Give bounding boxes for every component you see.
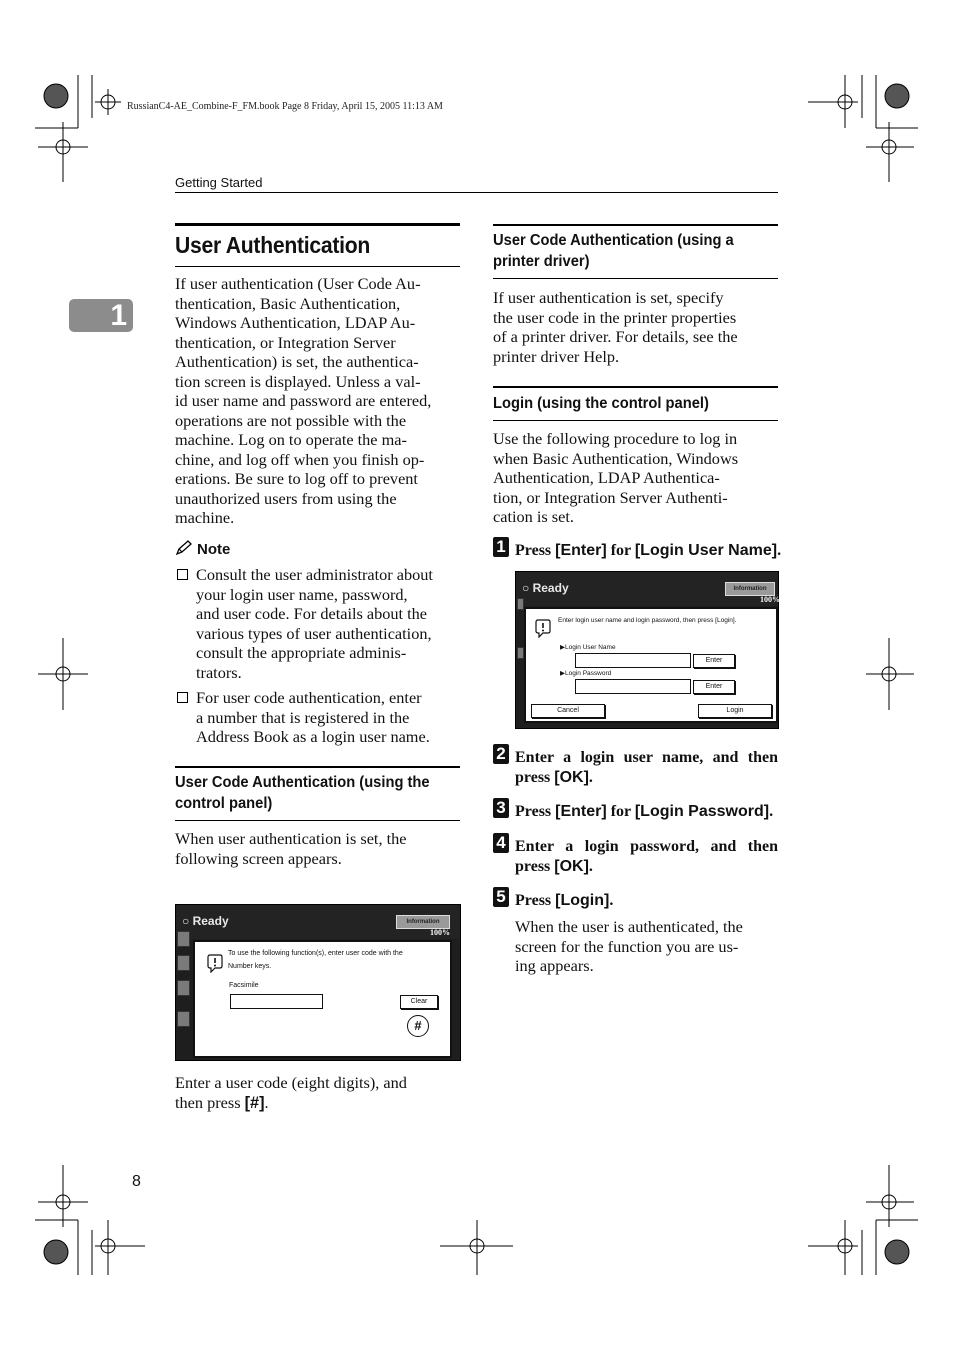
key-label: [OK] — [554, 858, 589, 875]
screen-message-line2: Number keys. — [228, 963, 272, 970]
text-line: consult the appropriate adminis- — [196, 643, 407, 662]
clear-button[interactable]: Clear — [400, 995, 438, 1009]
note-list — [175, 565, 460, 747]
text-fragment: for — [606, 542, 635, 559]
step-number: 2 — [493, 744, 509, 764]
screen-status-bar — [516, 572, 778, 606]
header-rule — [175, 192, 778, 193]
text-line: When the user is authenticated, the — [515, 917, 743, 936]
subheading1-rule-bottom — [493, 278, 778, 279]
text-line: of a printer driver. For details, see the — [493, 327, 738, 346]
user-code-field[interactable] — [230, 994, 323, 1009]
login-button[interactable]: Login — [698, 704, 772, 718]
text-line: id user name and password are entered, — [175, 391, 432, 410]
text-line: machine. Log on to operate the ma- — [175, 430, 407, 449]
text-fragment: Press — [515, 803, 556, 820]
ready-label: Ready — [532, 581, 569, 595]
text-line: machine. — [175, 508, 235, 527]
text-line: printer driver) — [493, 253, 590, 270]
text-line: operations are not possible with the — [175, 410, 407, 430]
section-header: Getting Started — [175, 175, 263, 190]
subheading-rule-top — [175, 766, 460, 768]
file-info: RussianC4-AE_Combine-F_FM.book Page 8 Friday, April 15, 2005 11:13 AM — [127, 101, 443, 112]
text-line: screen for the function you are us- — [515, 936, 739, 956]
step-4-text — [515, 837, 778, 877]
list-item — [175, 565, 460, 682]
screen-status-bar — [176, 905, 460, 939]
text-fragment: for — [606, 803, 635, 820]
text-line: trators. — [196, 662, 242, 682]
ready-label: Ready — [192, 914, 229, 928]
ready-status: ○ Ready — [182, 914, 229, 928]
subheading2-rule-top — [493, 386, 778, 388]
intro-paragraph — [175, 274, 460, 528]
login-user-name-label: ▶Login User Name — [560, 644, 616, 651]
printer-driver-paragraph — [493, 288, 778, 366]
text-line: Enter a login password, and then — [515, 838, 778, 855]
text-fragment: . — [609, 892, 614, 909]
sub-body — [175, 829, 460, 868]
enter-password-button[interactable]: Enter — [693, 680, 735, 694]
text-line: when Basic Authentication, Windows — [493, 448, 739, 468]
login-password-label: ▶Login Password — [560, 670, 612, 677]
step-number: 4 — [493, 833, 509, 853]
text-fragment: . — [777, 542, 782, 559]
title-rule-bottom — [175, 266, 460, 267]
login-screen — [515, 571, 779, 729]
step-number: 1 — [493, 537, 509, 557]
text-line: Consult the user administrator about — [196, 565, 433, 584]
text-line: control panel) — [175, 795, 273, 812]
side-tab[interactable] — [177, 1011, 190, 1027]
info-exclamation-icon — [535, 618, 551, 638]
text-line: Address Book as a login user name. — [196, 727, 430, 746]
side-tab[interactable] — [517, 598, 524, 610]
pencil-icon — [175, 540, 193, 556]
text-line: the user code in the printer properties — [493, 307, 737, 327]
text-line: If user authentication is set, specify — [493, 288, 724, 307]
text-line — [515, 857, 778, 877]
information-button[interactable]: Information — [725, 582, 775, 596]
page-title: User Authentication — [175, 232, 371, 258]
chapter-tab: 1 — [69, 299, 133, 332]
step-5-text — [515, 891, 613, 911]
screen-message: Enter login user name and login password, then press [Login]. — [558, 617, 737, 624]
hash-key-label: [#] — [244, 1093, 265, 1112]
subheading-rule-bottom — [175, 820, 460, 821]
text-line — [175, 1093, 460, 1114]
text-line: erations. Be sure to log off to prevent — [175, 469, 418, 488]
text-line: tion, or Integration Server Authenti- — [493, 487, 728, 507]
screen-panel — [524, 607, 778, 723]
text-fragment: . — [264, 1092, 269, 1112]
login-password-field[interactable] — [575, 679, 691, 694]
key-label: [Enter] — [555, 803, 607, 820]
text-line: unauthorized users from using the — [175, 488, 397, 508]
text-line: following screen appears. — [175, 848, 342, 868]
key-label: [OK] — [554, 769, 589, 786]
text-fragment: . — [588, 769, 593, 786]
subheading1-rule-top — [493, 224, 778, 226]
note-header — [175, 540, 230, 559]
screen-panel — [193, 940, 452, 1058]
text-fragment: . — [769, 803, 774, 820]
text-fragment: Press — [515, 892, 556, 909]
text-fragment: press — [515, 858, 555, 875]
text-fragment: Press — [515, 542, 556, 559]
subheading-printer-driver — [493, 230, 769, 272]
text-line: thentication, Basic Authentication, — [175, 293, 401, 313]
zoom-readout: 100% — [760, 595, 780, 604]
text-line: For user code authentication, enter — [196, 688, 422, 707]
text-line: User Code Authentication (using a — [493, 232, 734, 249]
side-tab[interactable] — [177, 955, 190, 971]
title-rule-top — [175, 223, 460, 226]
screen-message-line1: To use the following function(s), enter user code with the — [228, 950, 403, 957]
side-tab[interactable] — [177, 980, 190, 996]
text-line: various types of user authentication, — [196, 623, 432, 643]
login-user-name-field[interactable] — [575, 653, 691, 668]
step-5-body — [515, 917, 778, 976]
step-number: 5 — [493, 887, 509, 907]
step-3-text — [515, 802, 773, 822]
subheading-login: Login (using the control panel) — [493, 395, 709, 412]
hash-key-icon[interactable]: # — [407, 1015, 429, 1037]
text-line: If user authentication (User Code Au- — [175, 274, 421, 293]
text-line: printer driver Help. — [493, 346, 620, 366]
text-line: User Code Authentication (using the — [175, 774, 430, 791]
login-paragraph — [493, 429, 778, 527]
text-line: ing appears. — [515, 956, 594, 975]
step-2-text — [515, 748, 778, 788]
key-label: [Login User Name] — [634, 542, 778, 559]
text-line: Authentication) is set, the authentica- — [175, 352, 419, 371]
subheading2-rule-bottom — [493, 420, 778, 421]
text-line: Enter a login user name, and then — [515, 749, 778, 766]
facsimile-label: Facsimile — [229, 982, 259, 989]
text-line: your login user name, password, — [196, 584, 408, 604]
checkbox-bullet-icon — [177, 692, 188, 703]
after-screen-text — [175, 1073, 460, 1113]
cancel-button[interactable]: Cancel — [531, 704, 605, 718]
text-fragment: . — [588, 858, 593, 875]
text-line: and user code. For details about the — [196, 604, 428, 623]
text-fragment: press — [515, 769, 555, 786]
note-label: Note — [197, 541, 231, 558]
text-line: thentication, or Integration Server — [175, 332, 396, 352]
page-number: 8 — [132, 1173, 141, 1190]
text-line: a number that is registered in the — [196, 707, 410, 727]
info-exclamation-icon — [207, 953, 223, 973]
side-tab[interactable] — [517, 647, 524, 659]
text-line: When user authentication is set, the — [175, 829, 407, 848]
text-line: chine, and log off when you finish op- — [175, 449, 425, 469]
text-line: tion screen is displayed. Unless a val- — [175, 371, 421, 391]
key-label: [Login] — [555, 892, 610, 909]
text-line: Use the following procedure to log in — [493, 429, 738, 448]
text-line: Authentication, LDAP Authentica- — [493, 468, 720, 487]
list-item — [175, 688, 460, 747]
zoom-readout: 100% — [430, 928, 450, 937]
subheading-control-panel — [175, 772, 451, 814]
text-line: Enter a user code (eight digits), and — [175, 1073, 407, 1092]
key-label: [Enter] — [555, 542, 607, 559]
text-line — [515, 768, 778, 788]
step-1-text — [515, 541, 781, 561]
checkbox-bullet-icon — [177, 569, 188, 580]
text-line: cation is set. — [493, 507, 574, 526]
step-number: 3 — [493, 798, 509, 818]
text-fragment: then press — [175, 1092, 245, 1112]
side-tab[interactable] — [177, 931, 190, 947]
ready-status: ○ Ready — [522, 581, 569, 595]
user-code-screen — [175, 904, 461, 1061]
enter-user-name-button[interactable]: Enter — [693, 654, 735, 668]
key-label: [Login Password] — [634, 803, 770, 820]
information-button[interactable]: Information — [396, 915, 450, 929]
text-line: Windows Authentication, LDAP Au- — [175, 313, 416, 332]
